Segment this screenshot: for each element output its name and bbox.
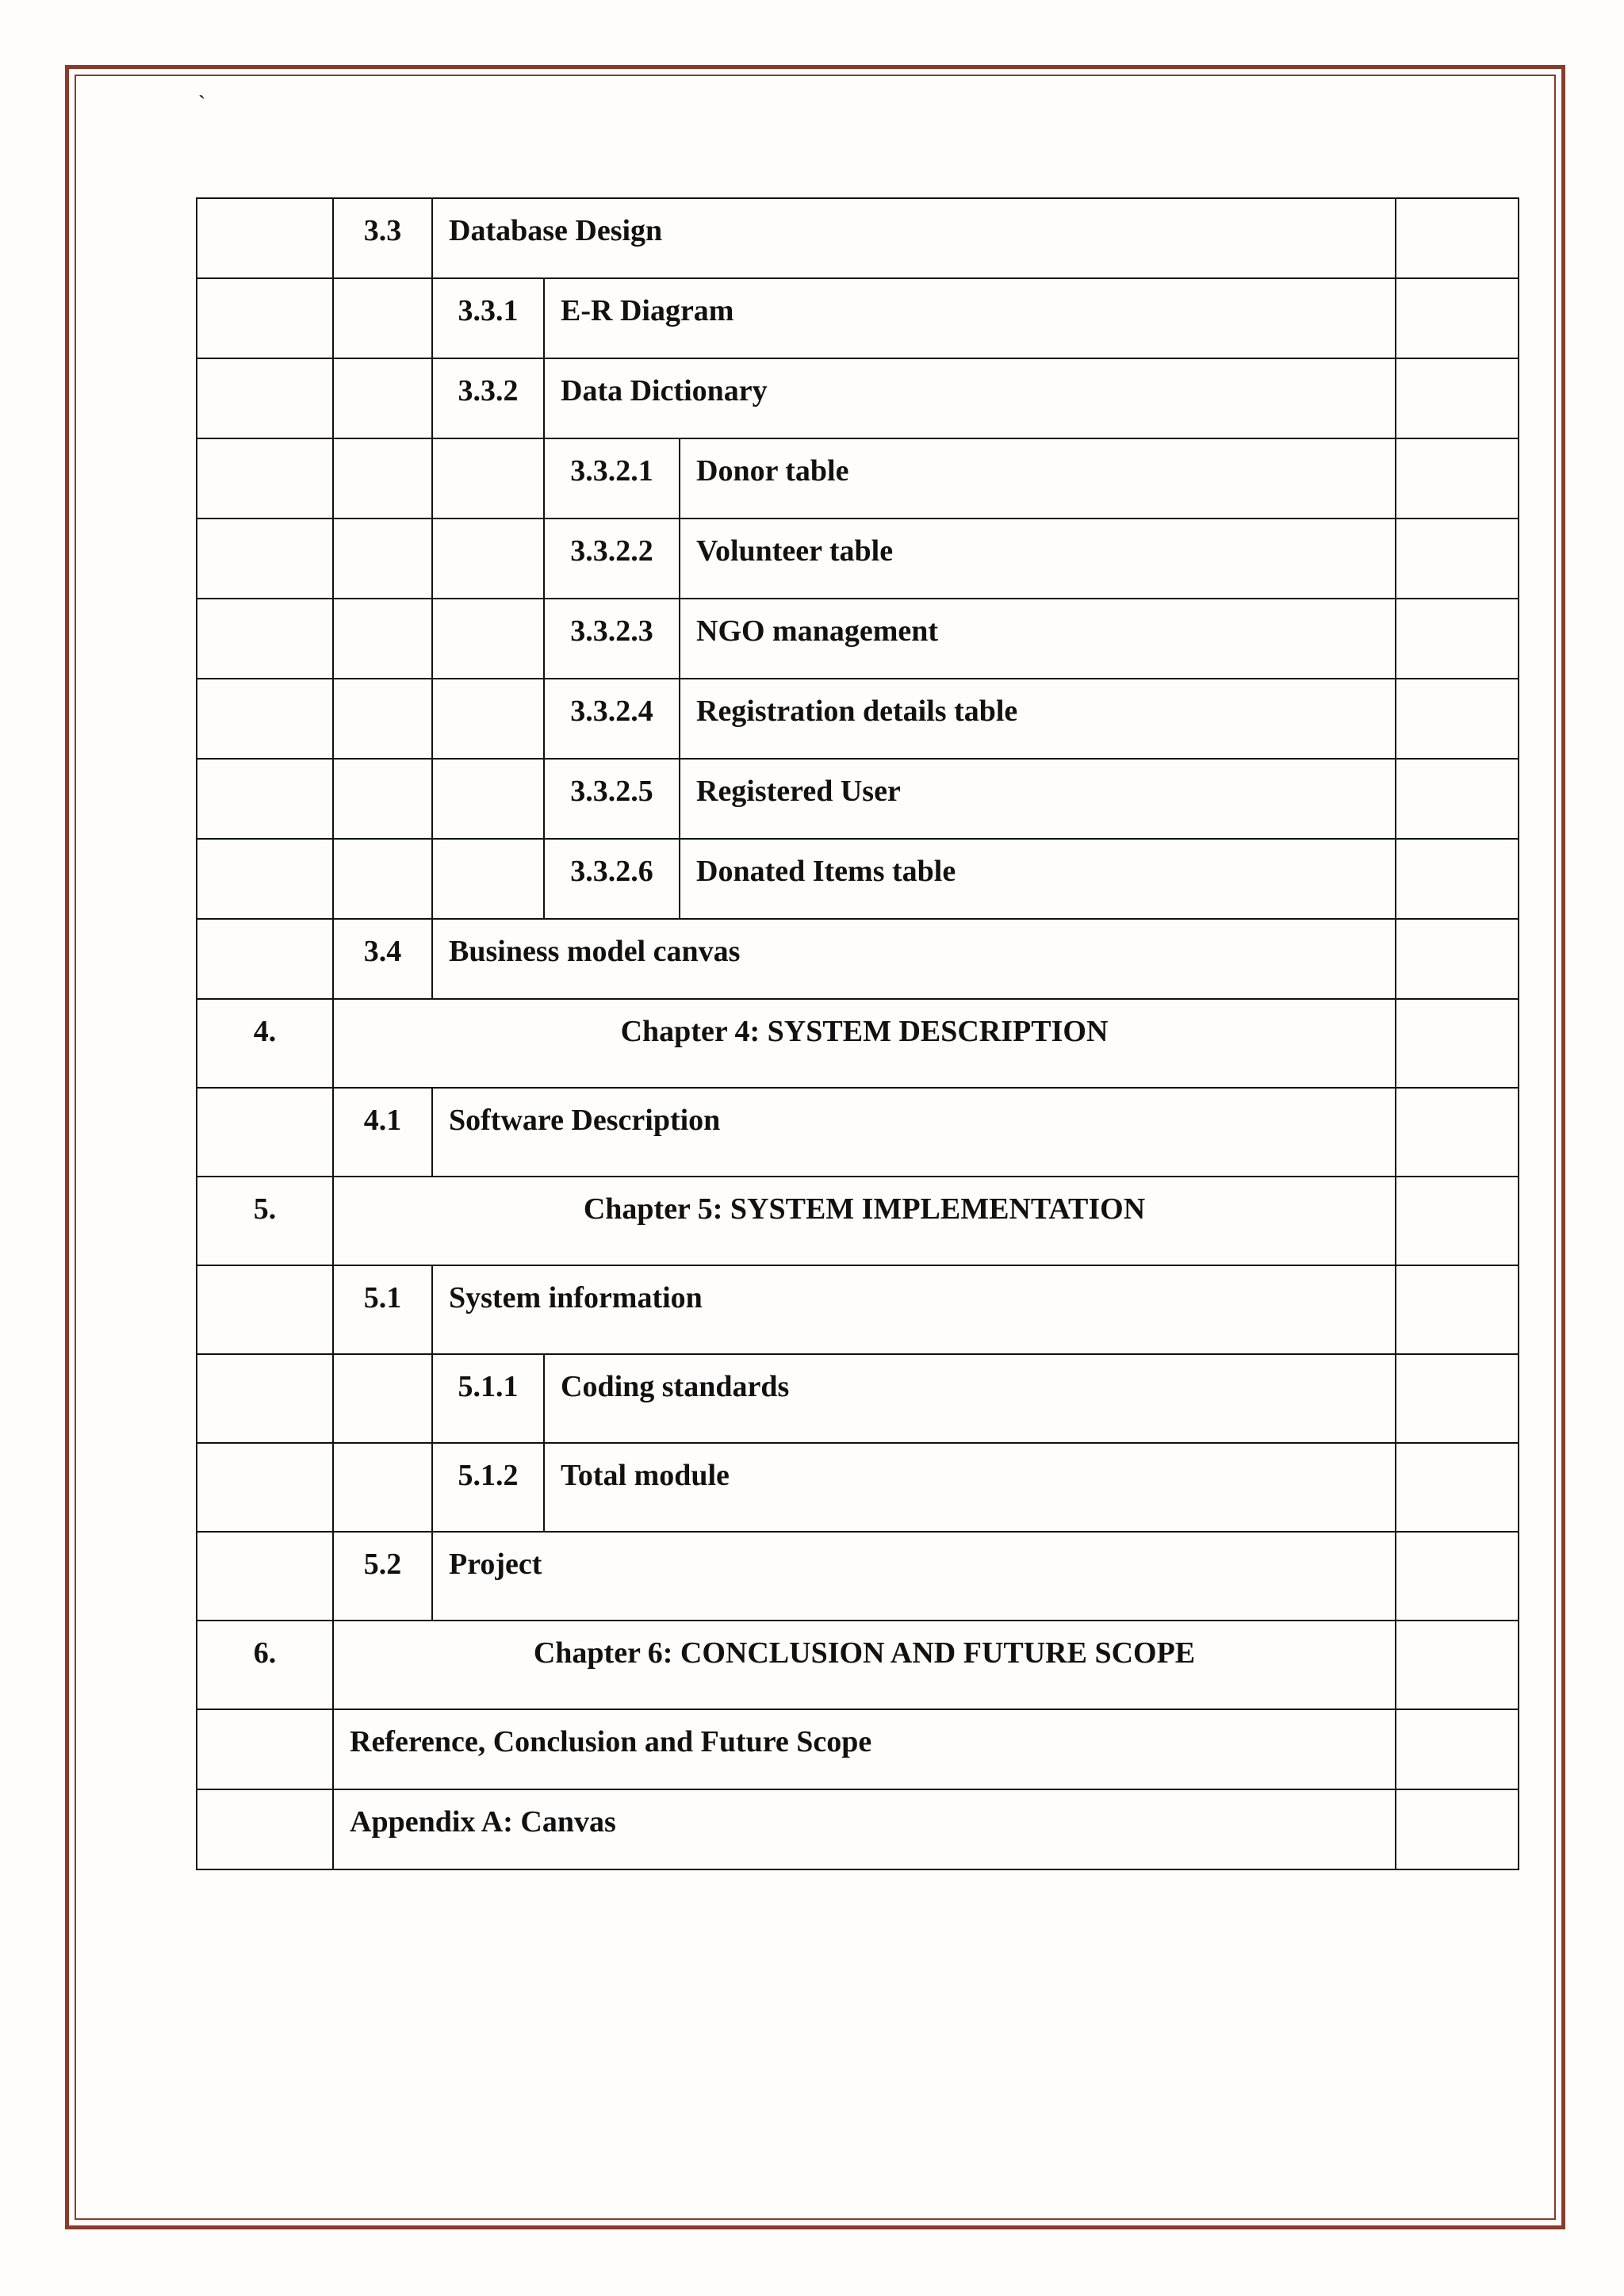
table-row: [197, 759, 1519, 839]
section-number: 4.1: [333, 1088, 432, 1177]
subsubsection-number: 3.3.2.3: [544, 599, 680, 679]
subsubsection-title: Volunteer table: [680, 519, 1396, 599]
table-cell-empty: [197, 198, 333, 278]
table-cell-empty: [333, 1443, 432, 1532]
subsubsection-title: Registered User: [680, 759, 1396, 839]
page-number-cell: [1396, 1789, 1519, 1869]
subsubsection-title: NGO management: [680, 599, 1396, 679]
table-row: [197, 438, 1519, 519]
table-row: [197, 198, 1519, 278]
page-number-cell: [1396, 1532, 1519, 1621]
subsubsection-title: Registration details table: [680, 679, 1396, 759]
table-cell-empty: [432, 679, 544, 759]
table-cell-empty: [197, 1443, 333, 1532]
table-row: [197, 599, 1519, 679]
section-title: System information: [432, 1265, 1396, 1354]
table-row: [197, 1265, 1519, 1354]
table-cell-empty: [197, 1354, 333, 1443]
table-cell-empty: [197, 1532, 333, 1621]
table-row: [197, 1789, 1519, 1869]
section-title: Business model canvas: [432, 919, 1396, 999]
page-number-cell: [1396, 519, 1519, 599]
stray-mark: `: [198, 92, 206, 117]
section-title: Database Design: [432, 198, 1396, 278]
table-row: [197, 999, 1519, 1088]
chapter-number: 6.: [197, 1621, 333, 1709]
subsection-number: 3.3.1: [432, 278, 544, 358]
table-cell-empty: [333, 519, 432, 599]
table-row: [197, 1621, 1519, 1709]
section-number: 5.2: [333, 1532, 432, 1621]
page-number-cell: [1396, 599, 1519, 679]
table-row: [197, 1709, 1519, 1789]
table-of-contents: [196, 197, 1519, 1870]
page-number-cell: [1396, 1088, 1519, 1177]
back-matter-title: Appendix A: Canvas: [333, 1789, 1396, 1869]
subsection-number: 3.3.2: [432, 358, 544, 438]
table-cell-empty: [197, 1789, 333, 1869]
table-row: [197, 358, 1519, 438]
table-cell-empty: [197, 278, 333, 358]
table-cell-empty: [197, 679, 333, 759]
table-cell-empty: [333, 839, 432, 919]
subsection-title: E-R Diagram: [544, 278, 1396, 358]
section-title: Project: [432, 1532, 1396, 1621]
page-number-cell: [1396, 1354, 1519, 1443]
subsection-title: Total module: [544, 1443, 1396, 1532]
table-cell-empty: [432, 519, 544, 599]
page-number-cell: [1396, 919, 1519, 999]
back-matter-title: Reference, Conclusion and Future Scope: [333, 1709, 1396, 1789]
table-row: [197, 1532, 1519, 1621]
table-row: [197, 679, 1519, 759]
section-title: Software Description: [432, 1088, 1396, 1177]
table-cell-empty: [432, 839, 544, 919]
table-cell-empty: [432, 438, 544, 519]
subsection-number: 5.1.1: [432, 1354, 544, 1443]
chapter-number: 5.: [197, 1177, 333, 1265]
subsubsection-title: Donated Items table: [680, 839, 1396, 919]
table-cell-empty: [197, 919, 333, 999]
page-number-cell: [1396, 1177, 1519, 1265]
page-number-cell: [1396, 1621, 1519, 1709]
section-number: 3.4: [333, 919, 432, 999]
table-cell-empty: [333, 1354, 432, 1443]
chapter-title: Chapter 4: SYSTEM DESCRIPTION: [333, 999, 1396, 1088]
subsection-title: Coding standards: [544, 1354, 1396, 1443]
table-row: [197, 1443, 1519, 1532]
page-number-cell: [1396, 278, 1519, 358]
page-number-cell: [1396, 1709, 1519, 1789]
page-number-cell: [1396, 679, 1519, 759]
page-number-cell: [1396, 1265, 1519, 1354]
page-number-cell: [1396, 1443, 1519, 1532]
page-number-cell: [1396, 438, 1519, 519]
table-cell-empty: [197, 519, 333, 599]
table-row: [197, 519, 1519, 599]
table-cell-empty: [197, 1088, 333, 1177]
table-cell-empty: [197, 1265, 333, 1354]
table-row: [197, 919, 1519, 999]
table-cell-empty: [333, 599, 432, 679]
table-cell-empty: [197, 358, 333, 438]
table-cell-empty: [197, 599, 333, 679]
subsection-title: Data Dictionary: [544, 358, 1396, 438]
table-cell-empty: [432, 759, 544, 839]
table-cell-empty: [197, 839, 333, 919]
subsubsection-number: 3.3.2.2: [544, 519, 680, 599]
chapter-title: Chapter 6: CONCLUSION AND FUTURE SCOPE: [333, 1621, 1396, 1709]
subsection-number: 5.1.2: [432, 1443, 544, 1532]
table-row: [197, 839, 1519, 919]
page-number-cell: [1396, 198, 1519, 278]
table-cell-empty: [333, 278, 432, 358]
table-cell-empty: [197, 759, 333, 839]
table-cell-empty: [333, 358, 432, 438]
table-cell-empty: [197, 438, 333, 519]
table-row: [197, 1177, 1519, 1265]
page-number-cell: [1396, 839, 1519, 919]
subsubsection-number: 3.3.2.6: [544, 839, 680, 919]
table-cell-empty: [333, 759, 432, 839]
subsubsection-title: Donor table: [680, 438, 1396, 519]
section-number: 5.1: [333, 1265, 432, 1354]
table-cell-empty: [197, 1709, 333, 1789]
subsubsection-number: 3.3.2.4: [544, 679, 680, 759]
table-row: [197, 1354, 1519, 1443]
page-number-cell: [1396, 358, 1519, 438]
table-row: [197, 1088, 1519, 1177]
table-row: [197, 278, 1519, 358]
chapter-number: 4.: [197, 999, 333, 1088]
page-number-cell: [1396, 999, 1519, 1088]
page-number-cell: [1396, 759, 1519, 839]
subsubsection-number: 3.3.2.1: [544, 438, 680, 519]
table-cell-empty: [333, 679, 432, 759]
subsubsection-number: 3.3.2.5: [544, 759, 680, 839]
table-cell-empty: [333, 438, 432, 519]
table-cell-empty: [432, 599, 544, 679]
section-number: 3.3: [333, 198, 432, 278]
chapter-title: Chapter 5: SYSTEM IMPLEMENTATION: [333, 1177, 1396, 1265]
